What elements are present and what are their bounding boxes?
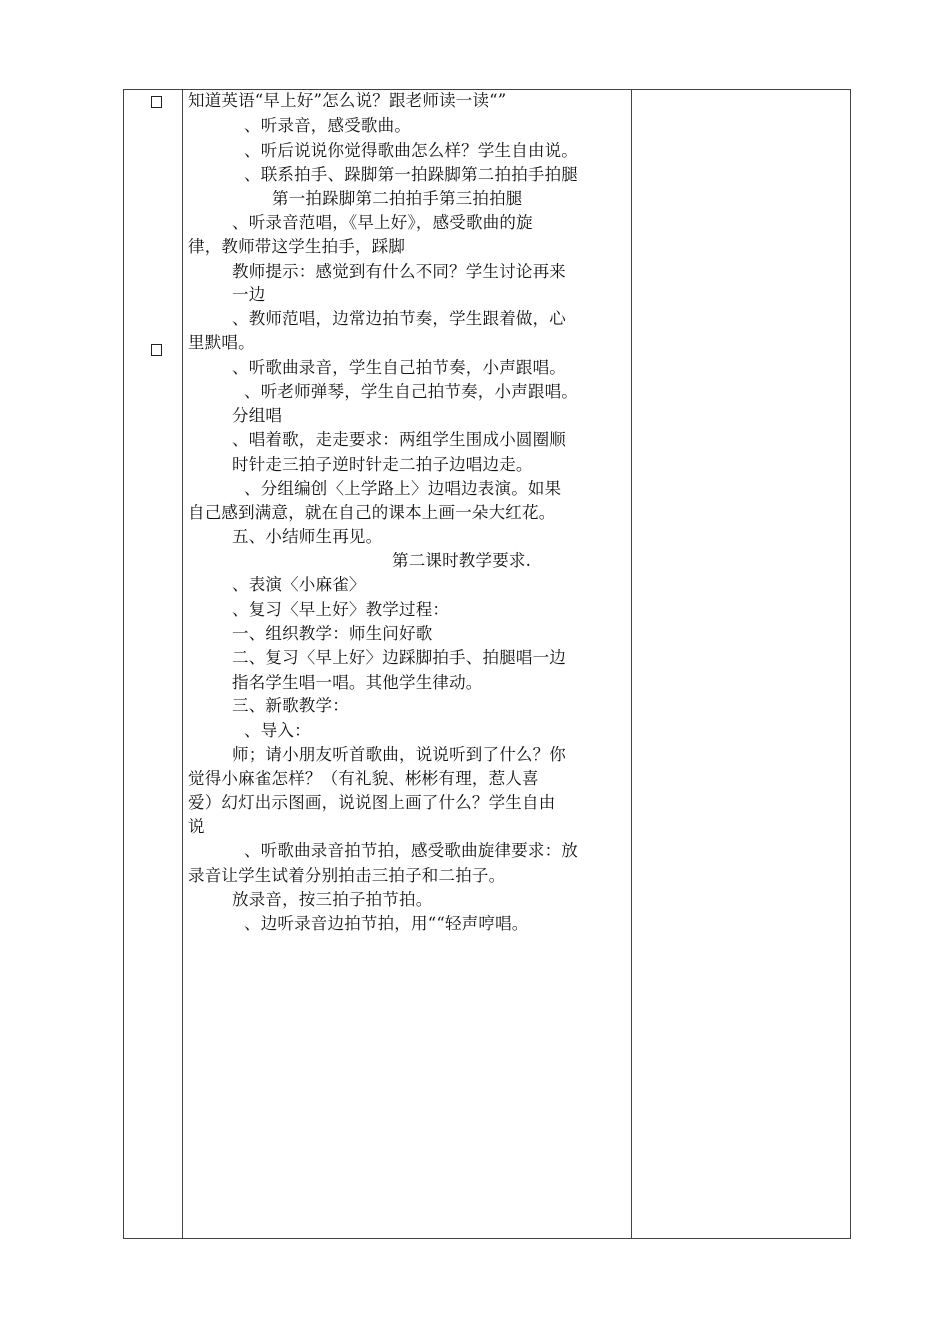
text-line: 教师提示：感觉到有什么不同？学生讨论再来 (232, 262, 566, 281)
text-line: 说 (188, 817, 205, 836)
text-line: 、听后说说你觉得歌曲怎么样？学生自由说。 (244, 141, 578, 160)
text-line: 里默唱。 (188, 333, 255, 352)
text-line: 二、复习〈早上好〉边踩脚拍手、拍腿唱一边 (232, 648, 566, 667)
text-line: 、教师范唱，边常边拍节奏，学生跟着做，心 (232, 309, 566, 328)
column-divider-right (631, 90, 632, 1238)
text-line: 时针走三拍子逆时针走二拍子边唱边走。 (232, 455, 533, 474)
text-line: 、听录音，感受歌曲。 (244, 116, 411, 135)
lesson-table (123, 89, 851, 1239)
checkbox-icon (151, 96, 162, 108)
text-line: 爱）幻灯出示图画，说说图上画了什么？学生自由 (188, 793, 556, 812)
text-line: 分组唱 (232, 406, 283, 425)
text-line: 、听录音范唱，《早上好》，感受歌曲的旋 (232, 213, 533, 232)
text-line: 、听歌曲录音，学生自己拍节奏，小声跟唱。 (232, 358, 566, 377)
text-line: 知道英语“早上好”怎么说？跟老师读一读“” (188, 91, 507, 110)
text-line: 一边 (232, 285, 266, 304)
text-line: 一、组织教学：师生问好歌 (232, 624, 433, 643)
text-line: 第一拍跺脚第二拍拍手第三拍拍腿 (272, 189, 523, 208)
text-line: 指名学生唱一唱。其他学生律动。 (232, 673, 483, 692)
text-line: 放录音，按三拍子拍节拍。 (232, 890, 433, 909)
text-line: 、分组编创〈上学路上〉边唱边表演。如果 (244, 479, 562, 498)
column-divider-left (182, 90, 183, 1238)
text-line: 、唱着歌，走走要求：两组学生围成小圆圈顺 (232, 430, 566, 449)
section-heading: 第二课时教学要求. (392, 551, 532, 570)
text-line: 律，教师带这学生拍手，踩脚 (188, 237, 406, 256)
text-line: 五、小结师生再见。 (232, 527, 383, 546)
checkbox-icon (151, 344, 162, 356)
text-line: 录音让学生试着分别拍击三拍子和二拍子。 (188, 866, 506, 885)
text-line: 自己感到满意，就在自己的课本上画一朵大红花。 (188, 503, 556, 522)
text-line: 、边听录音边拍节拍，用““轻声哼唱。 (244, 914, 529, 933)
text-line: 、听老师弹琴，学生自己拍节奏，小声跟唱。 (244, 382, 578, 401)
text-line: 三、新歌教学： (232, 696, 349, 715)
text-line: 、听歌曲录音拍节拍，感受歌曲旋律要求：放 (244, 841, 578, 860)
text-line: 觉得小麻雀怎样？（有礼貌、彬彬有理，惹人喜 (188, 769, 539, 788)
text-line: 、复习〈早上好〉教学过程： (232, 600, 450, 619)
text-line: 师；请小朋友听首歌曲，说说听到了什么？你 (232, 745, 566, 764)
text-line: 、导入： (244, 721, 311, 740)
text-line: 、联系拍手、跺脚第一拍跺脚第二拍拍手拍腿 (244, 165, 578, 184)
text-line: 、表演〈小麻雀〉 (232, 575, 366, 594)
